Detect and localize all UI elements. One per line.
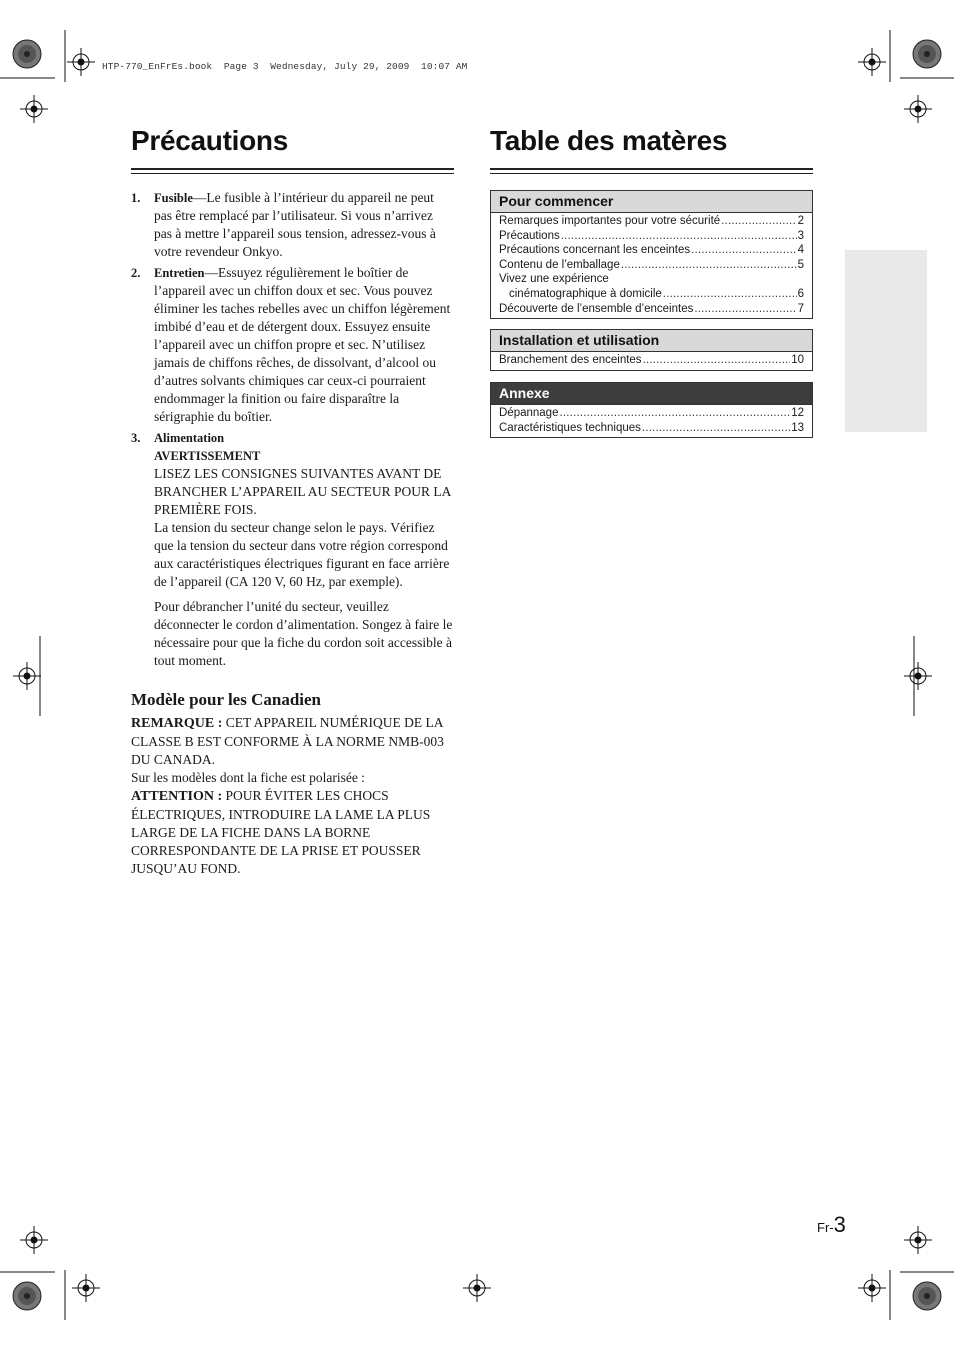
item-term: Fusible [154,191,193,205]
toc-section-installation [490,329,813,371]
polarized-note: Sur les modèles dont la fiche est polarisée : [131,770,365,785]
toc-entry[interactable]: Remarques importantes pour votre sécurité ..... 2 [499,214,804,229]
item-term: Alimentation [154,431,225,445]
toc-page: 7 [797,302,804,315]
canada-section [131,689,453,878]
item-number: 1. [131,191,141,205]
toc-rule [490,168,813,170]
print-slug: HTP-770_EnFrEs.book Page 3 Wednesday, July 29, 2009 10:07 AM [102,61,468,72]
toc-entry[interactable]: Caractéristiques techniques ..... 13 [499,421,804,436]
canada-heading: Modèle pour les Canadien [131,690,322,709]
toc-page: 2 [797,215,804,227]
folio-page: 3 [833,1212,846,1237]
toc-entry[interactable]: Précautions ..... 3 [499,229,804,244]
toc-page: 4 [797,244,804,257]
toc-entry[interactable]: Précautions concernant les enceintes ..... 4 [499,243,804,258]
toc-section-heading: Installation et utilisation [491,330,812,352]
page-number [817,1212,846,1238]
toc-entry[interactable]: Dépannage ..... 12 [499,406,804,421]
precaution-item-maintenance [131,264,453,426]
item-text: —Essuyez régulièrement le boîtier de l’appareil avec un chiffon doux et sec. Vous pouvez éliminer les taches rebelles avec un chiffon légèrement imbibé d’eau et de détergent doux. Essuyez ensuite l’appareil avec un chiffon propre et sec. N’utilisez jamais de chiffons rêches, de dissolvant, d’alcool ou d’autres solvants chimiques car ceux-ci pourraient endommager la finition ou faire disparaître la sérigraphie du boîtier. [154,265,451,424]
item-number: 3. [131,431,141,445]
precaution-item-power [131,429,453,670]
wheel-mark-bottom-right [913,1282,941,1310]
warning-text: LISEZ LES CONSIGNES SUIVANTES AVANT DE BRANCHER L’APPAREIL AU SECTEUR POUR LA PREMIÈRE FOIS. [154,466,451,517]
attention-text: POUR ÉVITER LES CHOCS ÉLECTRIQUES, INTRODUIRE LA LAME LA PLUS LARGE DE LA FICHE DANS LA BORNE CORRESPONDANTE DE LA PRISE ET POUSSER JUSQU’AU FOND. [131,788,431,876]
toc-page: 13 [791,421,804,434]
toc-entry[interactable]: Vivez une expérience [499,273,609,286]
toc-title: Table des matères [490,125,728,156]
precautions-title: Précautions [131,125,288,156]
warning-title: AVERTISSEMENT [154,449,261,463]
toc-section-annexe [490,382,813,438]
remark-text: CET APPAREIL NUMÉRIQUE DE LA CLASSE B EST CONFORME À LA NORME NMB-003 DU CANADA. [131,715,444,767]
item-text: —Le fusible à l’intérieur du appareil ne peut pas être remplacé par l’utilisateur. Si vous n’arrivez pas à mettre l’appareil sous tension, adressez-vous à votre revendeur Onkyo. [154,190,436,259]
remark-label: REMARQUE : [131,716,223,731]
precautions-rule [131,168,454,170]
attention-label: ATTENTION : [131,789,223,804]
toc-page: 6 [797,287,804,300]
toc-page: 12 [791,407,804,419]
item-text-2: Pour débrancher l’unité du secteur, veuillez déconnecter le cordon d’alimentation. Songez à faire le nécessaire pour que la fiche du cordon soit accessible à tout moment. [154,599,453,668]
toc-page: 10 [791,354,804,366]
side-tab [845,250,927,432]
toc-section-heading: Pour commencer [491,191,812,213]
folio-label: Fr- [817,1220,834,1235]
toc-entry[interactable]: Découverte de l’ensemble d’enceintes ..... 7 [499,302,804,317]
wheel-mark-top-right [913,40,941,68]
item-term: Entretien [154,266,205,280]
precautions-list [131,189,453,673]
wheel-mark-top-left [13,40,41,68]
toc-entry[interactable]: Branchement des enceintes ..... 10 [499,353,804,368]
item-text: La tension du secteur change selon le pays. Vérifiez que la tension du secteur dans votre région correspond aux caractéristiques électriques figurant en face arrière de l’appareil (CA 120 V, 60 Hz, par exemple). [154,520,450,589]
toc-entry-continuation[interactable]: cinématographique à domicile ..... 6 [499,287,804,302]
toc-page: 3 [797,229,804,242]
toc-entry[interactable]: Contenu de l’emballage ..... 5 [499,258,804,273]
wheel-mark-bottom-left [13,1282,41,1310]
precaution-item-fuse [131,189,453,261]
item-number: 2. [131,266,141,280]
toc-section-pour-commencer [490,190,813,319]
toc-section-heading: Annexe [491,383,812,405]
toc-page: 5 [797,258,804,271]
